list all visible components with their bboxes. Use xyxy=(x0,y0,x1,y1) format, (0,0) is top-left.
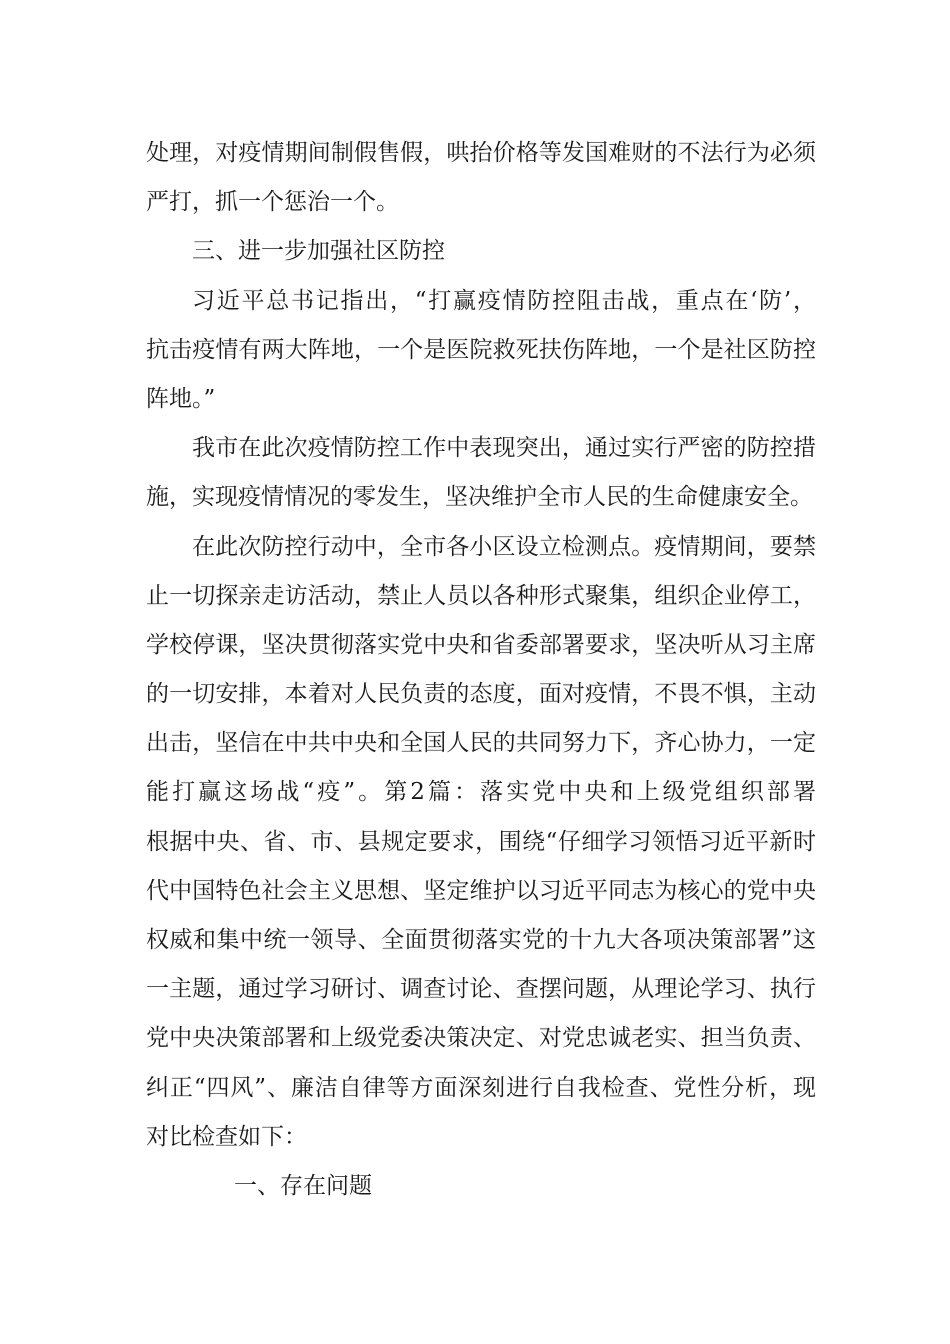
text-line: 党中央决策部署和上级党委决策决定、对党忠诚老实、担当负责、 xyxy=(146,1025,816,1052)
text-line: 严打，抓一个惩治一个。 xyxy=(146,189,399,216)
text-line: 一主题，通过学习研讨、调查讨论、查摆问题，从理论学习、执行 xyxy=(146,976,816,1003)
text-line: 抗击疫情有两大阵地，一个是医院救死扶伤阵地，一个是社区防控 xyxy=(146,336,816,363)
text-line: 代中国特色社会主义思想、坚定维护以习近平同志为核心的党中央 xyxy=(146,877,816,904)
text-line: 处理，对疫情期间制假售假，哄抬价格等发国难财的不法行为必须 xyxy=(146,140,816,166)
text-line: 对比检查如下： xyxy=(146,1123,307,1150)
text-line: 出击，坚信在中共中央和全国人民的共同努力下，齐心协力，一定 xyxy=(146,730,816,757)
text-line: 一、存在问题 xyxy=(234,1172,372,1199)
text-line: 学校停课，坚决贯彻落实党中央和省委部署要求，坚决听从习主席 xyxy=(146,631,816,658)
text-line: 的一切安排，本着对人民负责的态度，面对疫情，不畏不惧，主动 xyxy=(146,681,816,708)
text-line: 施，实现疫情情况的零发生，坚决维护全市人民的生命健康安全。 xyxy=(146,484,813,511)
text-line: 习近平总书记指出，“打赢疫情防控阻击战，重点在‘防’， xyxy=(192,287,816,314)
text-line: 阵地。” xyxy=(146,385,216,412)
text-line: 纠正“四风”、廉洁自律等方面深刻进行自我检查、党性分析，现 xyxy=(146,1074,816,1101)
text-line: 能打赢这场战“疫”。第2篇：落实党中央和上级党组织部署 xyxy=(146,779,816,806)
text-line: 权威和集中统一领导、全面贯彻落实党的十九大各项决策部署”这 xyxy=(146,927,816,953)
text-line: 我市在此次疫情防控工作中表现突出，通过实行严密的防控措 xyxy=(192,435,816,462)
text-line: 止一切探亲走访活动，禁止人员以各种形式聚集，组织企业停工， xyxy=(146,582,816,609)
text-line: 根据中央、省、市、县规定要求，围绕“仔细学习领悟习近平新时 xyxy=(146,828,816,855)
document-body xyxy=(146,129,816,1211)
text-line: 三、进一步加强社区防控 xyxy=(192,238,445,265)
text-line: 在此次防控行动中，全市各小区设立检测点。疫情期间，要禁 xyxy=(192,533,816,560)
